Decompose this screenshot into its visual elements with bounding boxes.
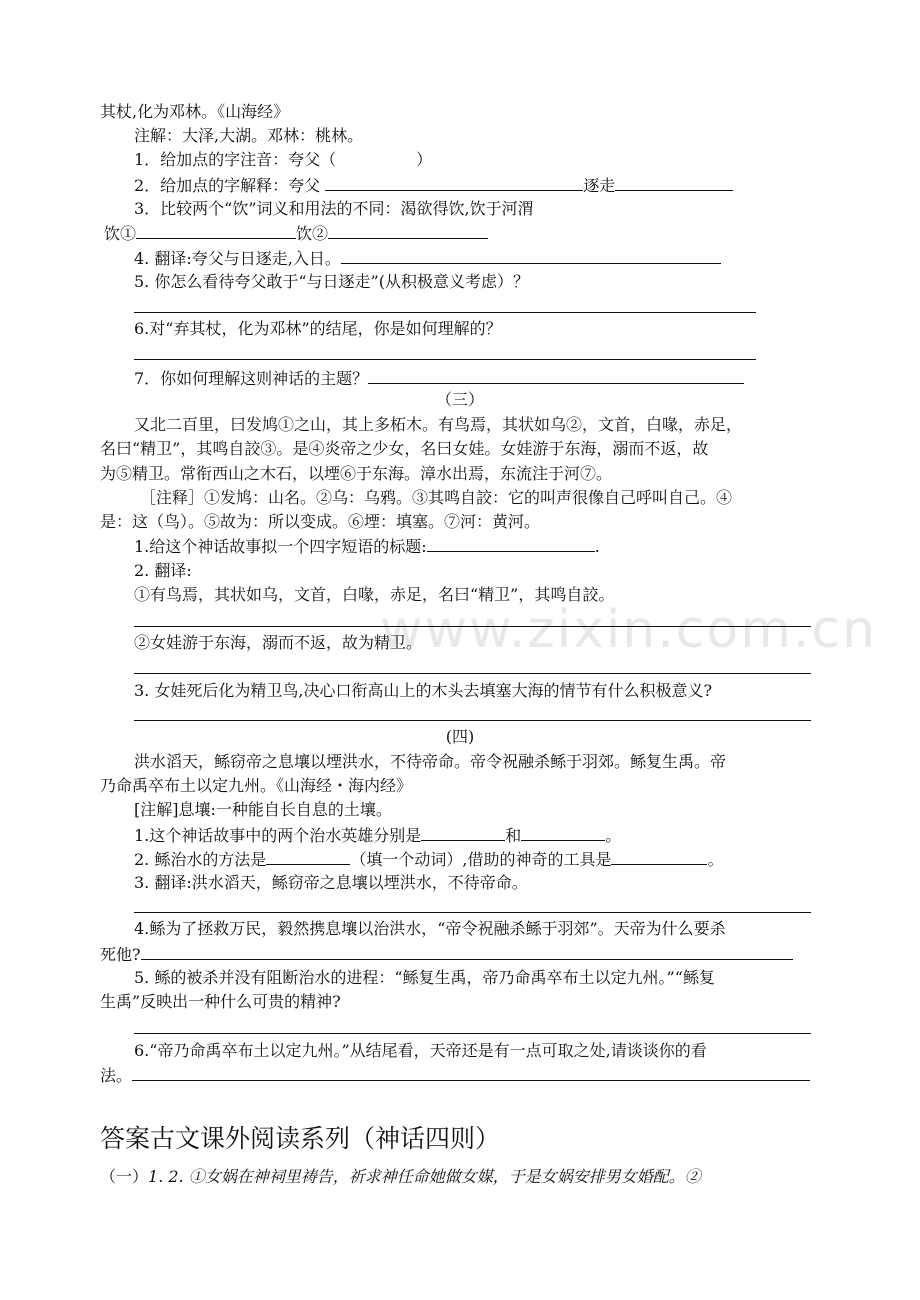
question-4-text: 4. 翻译:夸父与日逐走,入日。 xyxy=(134,249,341,268)
question-2: 2. 翻译: xyxy=(134,561,192,580)
passage-line: 为⑤精卫。常衔西山之木石，以堙⑥于东海。漳水出焉，东流注于河⑦。 xyxy=(100,464,613,483)
question-1-text: 1.给这个神话故事拟一个四字短语的标题: xyxy=(134,537,427,556)
question-2-text: 2. 鲧治水的方法是 xyxy=(134,850,267,869)
question-2-text-b: （填一个动词）,借助的神奇的工具是 xyxy=(350,850,612,869)
answer-blank[interactable] xyxy=(341,247,721,264)
question-1-end: 。 xyxy=(605,826,622,845)
question-3: 3．比较两个“饮”词义和用法的不同：渴欲得饮,饮于河渭 xyxy=(134,199,534,218)
label-yin-2: 饮② xyxy=(296,224,329,243)
question-6: 6.“帝乃命禹卒布土以定九州。”从结尾看，天帝还是有一点可取之处,请谈谈你的看 xyxy=(134,1041,707,1060)
question-5: 5. 鲧的被杀并没有阻断治水的进程：“鲧复生禹，帝乃命禹卒布土以定九州。”“鲧复 xyxy=(134,968,715,987)
passage-line: 又北二百里，曰发鸠①之山，其上多柘木。有鸟焉，其状如乌②，文首，白喙，赤足， xyxy=(134,415,743,434)
question-1-and: 和 xyxy=(505,826,522,845)
answer-line[interactable] xyxy=(134,673,811,674)
answer-blank[interactable] xyxy=(325,174,583,191)
question-6-cont xyxy=(100,1064,810,1087)
question-4-text-b: 死他? xyxy=(100,945,141,964)
question-3: 3. 翻译:洪水滔天，鲧窃帝之息壤以堙洪水，不待帝命。 xyxy=(134,873,528,892)
answer-blank[interactable] xyxy=(521,824,605,841)
question-6-text-b: 法。 xyxy=(100,1066,133,1085)
question-2-text: 2．给加点的字解释：夸父 xyxy=(134,176,326,195)
passage-line: 乃命禹卒布土以定九州。《山海经・海内经》 xyxy=(100,776,413,795)
annotation: 注解：大泽,大湖。邓林：桃林。 xyxy=(134,126,364,145)
answer-blank[interactable] xyxy=(427,535,595,552)
answer-line[interactable] xyxy=(134,720,811,721)
label-yin-1: 饮① xyxy=(104,224,137,243)
answers-title: 答案古文课外阅读系列（神话四则） xyxy=(100,1124,501,1153)
answer-line[interactable] xyxy=(134,312,756,313)
annotation: [注解]息壤:一种能自长自息的土壤。 xyxy=(134,800,392,819)
annotation: 是：这（鸟）。⑤故为：所以变成。⑥堙：填塞。⑦河：黄河。 xyxy=(100,512,541,531)
answer-line[interactable] xyxy=(134,359,756,360)
answer-blank[interactable] xyxy=(132,1064,810,1081)
answers-text: 1. 2. ①女娲在神祠里祷告，祈求神任命她做女媒，于是女娲安排男女婚配。② xyxy=(148,1167,701,1186)
question-1-end: . xyxy=(594,537,600,556)
question-4 xyxy=(134,247,721,270)
passage-tail: 其杖,化为邓林。《山海经》 xyxy=(100,102,290,121)
question-2-end: 。 xyxy=(707,850,724,869)
answer-blank[interactable] xyxy=(328,222,488,239)
question-2 xyxy=(134,174,733,197)
answers-section-label: （一） xyxy=(100,1167,149,1186)
question-2 xyxy=(134,848,723,871)
answer-blank[interactable] xyxy=(611,848,707,865)
section-3-heading: （三） xyxy=(435,390,484,409)
question-4-cont xyxy=(100,943,793,966)
question-1 xyxy=(134,535,600,558)
question-6: 6.对“弃其杖，化为邓林”的结尾，你是如何理解的？ xyxy=(134,319,502,338)
answer-line[interactable] xyxy=(134,626,811,627)
question-2-text-b: 逐走 xyxy=(583,176,616,195)
question-4: 4.鲧为了拯救万民，毅然携息壤以治洪水，“帝令祝融杀鲧于羽郊”。天帝为什么要杀 xyxy=(134,919,726,938)
answer-line[interactable] xyxy=(134,912,811,913)
question-7-text: 7．你如何理解这则神话的主题？ xyxy=(134,369,369,388)
answer-blank[interactable] xyxy=(615,174,733,191)
annotation: ［注释］①发鸠：山名。②乌：乌鸦。③其鸣自詨：它的叫声很像自己呼叫自己。④ xyxy=(140,488,733,507)
translation-item-2: ②女娃游于东海，溺而不返，故为精卫。 xyxy=(134,633,423,652)
passage-line: 洪水滔天，鲧窃帝之息壤以堙洪水，不待帝命。帝令祝融杀鲧于羽郊。鲧复生禹。帝 xyxy=(134,752,727,771)
question-3-blanks xyxy=(104,222,488,245)
question-5-cont: 生禹”反映出一种什么可贵的精神? xyxy=(100,992,341,1011)
answer-line[interactable] xyxy=(134,1033,811,1034)
question-3: 3. 女娃死后化为精卫鸟,决心口衔高山上的木头去填塞大海的情节有什么积极意义? xyxy=(134,681,713,700)
translation-item-1: ①有鸟焉，其状如乌，文首，白喙，赤足，名曰“精卫”，其鸣自詨。 xyxy=(134,585,615,604)
watermark: www.zixin.com.cn xyxy=(380,600,877,660)
answers-line xyxy=(100,1166,701,1188)
question-1: 1．给加点的字注音：夸父（ ） xyxy=(134,150,433,169)
passage-line: 名曰“精卫”，其鸣自詨③。是④炎帝之少女，名曰女娃。女娃游于东海，溺而不返，故 xyxy=(100,439,709,458)
answer-blank[interactable] xyxy=(136,222,296,239)
section-4-heading: (四) xyxy=(445,727,475,746)
question-1-text: 1.这个神话故事中的两个治水英雄分别是 xyxy=(134,826,422,845)
question-7 xyxy=(134,367,744,390)
answer-blank[interactable] xyxy=(141,943,793,960)
question-1 xyxy=(134,824,621,847)
answer-blank[interactable] xyxy=(368,367,744,384)
answer-blank[interactable] xyxy=(266,848,350,865)
answer-blank[interactable] xyxy=(421,824,505,841)
question-5: 5. 你怎么看待夸父敢于“与日逐走”(从积极意义考虑）？ xyxy=(134,272,529,291)
